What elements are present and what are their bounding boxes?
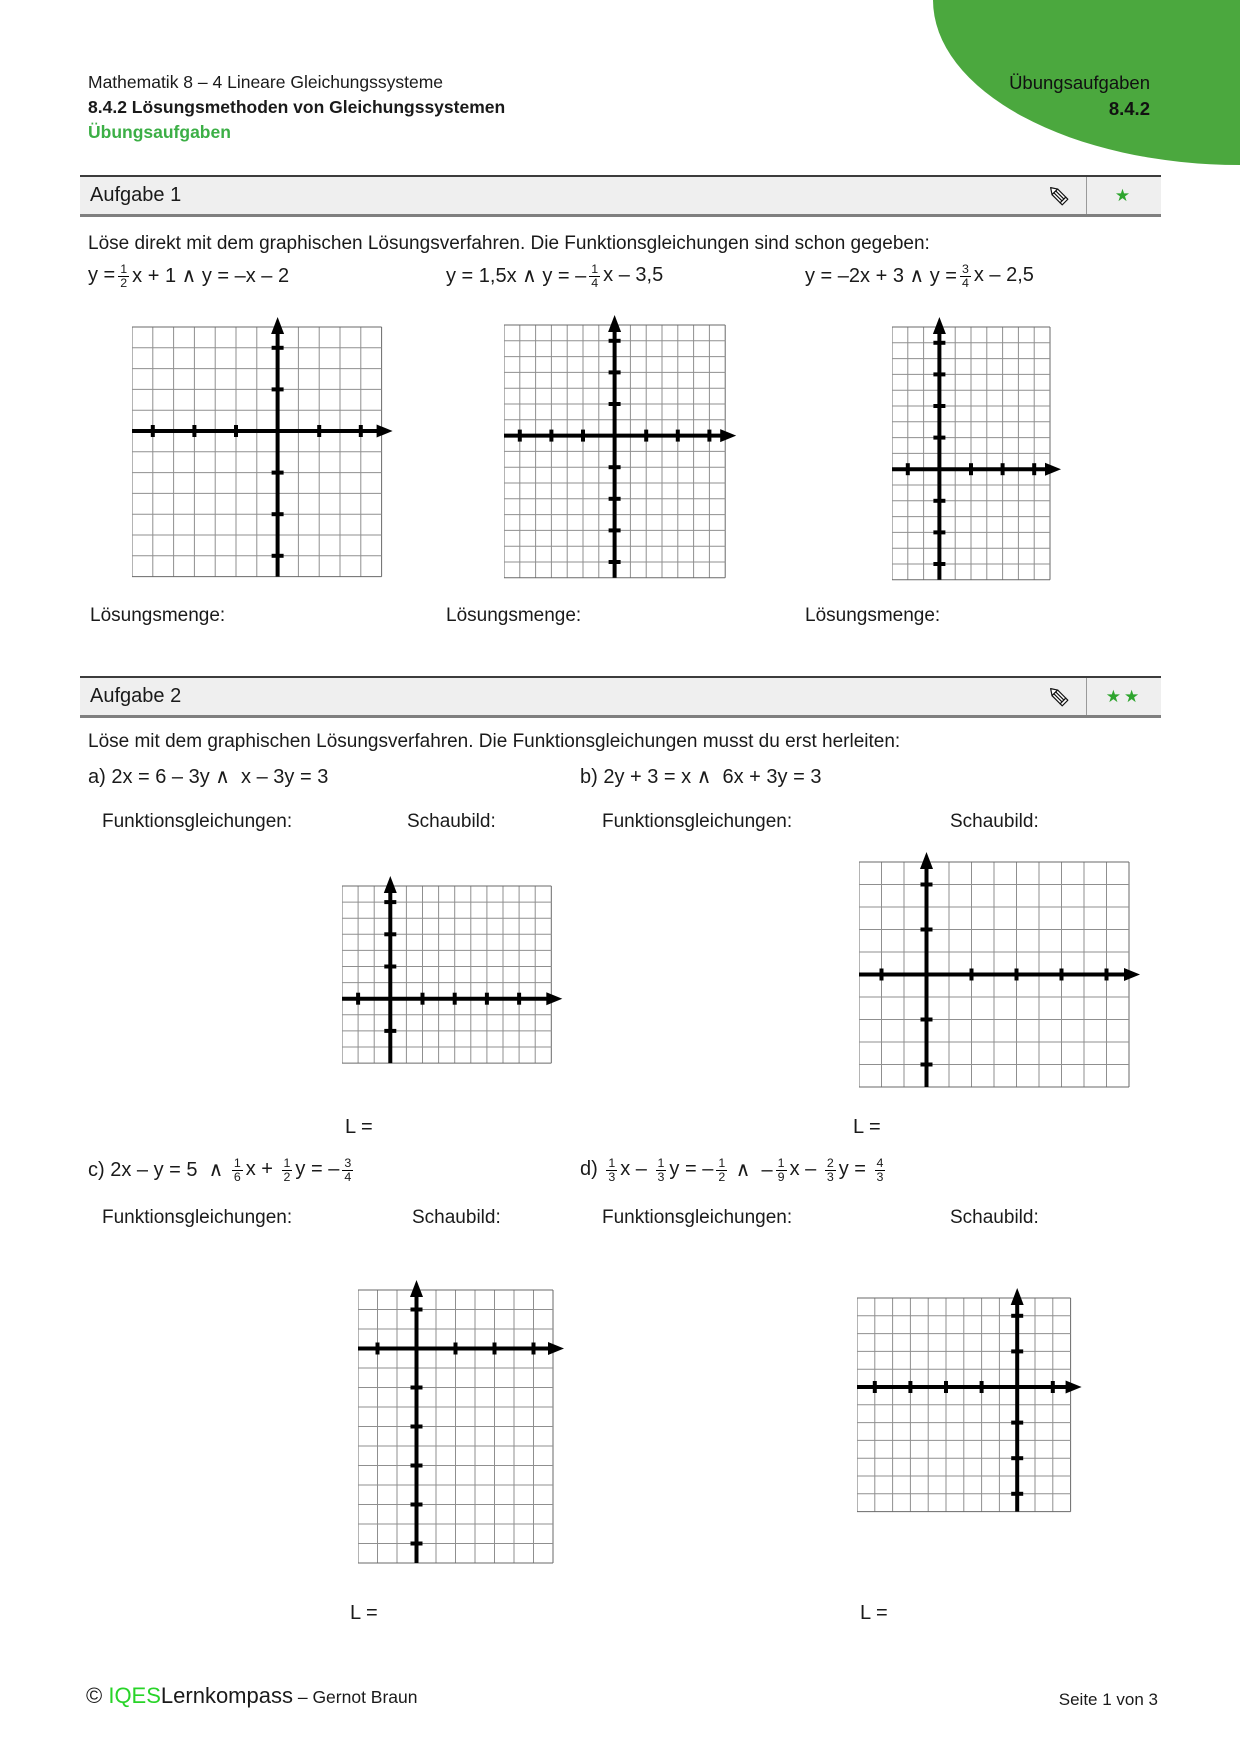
fraction: $\frac{1}{4}$ <box>591 262 599 291</box>
coordinate-grid-b <box>859 852 1141 1093</box>
lset-label-a: L = <box>345 1116 373 1138</box>
coordinate-grid-2 <box>504 315 737 584</box>
coordinate-grid-a <box>342 876 563 1069</box>
fraction: $\frac{1}{2}$ <box>718 1156 726 1185</box>
footer-iqes: IQES <box>108 1683 161 1708</box>
fraction: $\frac{4}{3}$ <box>876 1156 884 1185</box>
schaubild-label-c: Schaubild: <box>412 1207 501 1228</box>
task2-header-bar <box>80 676 1161 718</box>
task1-equation-3: y = –2x + 3 ∧ y = $\frac{3}{4}$ x – 2,5 <box>805 262 1034 291</box>
footer-lernkompass: Lernkompass <box>160 1683 293 1708</box>
badge-title: Übungsaufgaben <box>1009 72 1150 93</box>
task1-instruction: Löse direkt mit dem graphischen Lösungsverfahren. Die Funktionsgleichungen sind schon gegeben: <box>88 233 930 254</box>
funktionsgleichungen-label-d: Funktionsgleichungen: <box>602 1207 793 1228</box>
corner-badge <box>933 0 1240 165</box>
coordinate-grid-1 <box>132 317 394 583</box>
fraction: $\frac{1}{6}$ <box>233 1156 241 1185</box>
task2-item-b: b) 2y + 3 = x ∧ 6x + 3y = 3 <box>580 766 822 788</box>
fraction: $\frac{2}{3}$ <box>826 1156 834 1185</box>
task1-header-bar <box>80 175 1161 217</box>
lset-label-b: L = <box>853 1116 881 1138</box>
funktionsgleichungen-label-a: Funktionsgleichungen: <box>102 811 293 832</box>
fraction: $\frac{1}{3}$ <box>657 1156 665 1185</box>
schaubild-label-b: Schaubild: <box>950 811 1039 832</box>
task1-equation-2: y = 1,5x ∧ y = – $\frac{1}{4}$ x – 3,5 <box>446 262 664 291</box>
solution-set-label-3: Lösungsmenge: <box>805 605 941 626</box>
coordinate-grid-d <box>857 1288 1083 1518</box>
funktionsgleichungen-label-b: Funktionsgleichungen: <box>602 811 793 832</box>
funktionsgleichungen-label-c: Funktionsgleichungen: <box>102 1207 293 1228</box>
task2-item-c: c) 2x – y = 5 ∧ $\frac{1}{6}$ x + $\frac{1}{2}$ y = – $\frac{3}{4}$ <box>88 1156 352 1185</box>
fraction: $\frac{1}{2}$ <box>283 1156 291 1185</box>
solution-set-label-1: Lösungsmenge: <box>90 605 226 626</box>
pencil-icon <box>1045 682 1072 712</box>
footer-copyright <box>86 1683 418 1709</box>
task1-title: Aufgabe 1 <box>90 184 182 206</box>
lset-label-c: L = <box>350 1602 378 1624</box>
footer-page-number: Seite 1 von 3 <box>1058 1690 1158 1709</box>
task2-difficulty-stars: ★★ <box>1086 678 1161 715</box>
badge-number: 8.4.2 <box>1108 98 1150 119</box>
copyright-icon: © <box>86 1683 109 1708</box>
document-header <box>88 70 505 145</box>
task2-instruction: Löse mit dem graphischen Lösungsverfahren. Die Funktionsgleichungen musst du erst herleiten: <box>88 731 901 752</box>
footer-author: – Gernot Braun <box>292 1687 418 1707</box>
coordinate-grid-c <box>358 1280 565 1569</box>
task2-item-d: d) $\frac{1}{3}$ x – $\frac{1}{3}$ y = – $\frac{1}{2}$ ∧ – $\frac{1}{9}$ x – $\frac{2}{3}$ y = $\frac{4}{3}$ <box>580 1156 884 1185</box>
fraction: $\frac{1}{2}$ <box>120 262 128 291</box>
lset-label-d: L = <box>860 1602 888 1624</box>
solution-set-label-2: Lösungsmenge: <box>446 605 582 626</box>
header-course: Mathematik 8 – 4 Lineare Gleichungssysteme <box>88 72 444 92</box>
task2-title: Aufgabe 2 <box>90 685 182 707</box>
fraction: $\frac{1}{3}$ <box>608 1156 616 1185</box>
pencil-icon <box>1045 181 1072 211</box>
fraction: $\frac{3}{4}$ <box>961 262 969 291</box>
fraction: $\frac{3}{4}$ <box>344 1156 352 1185</box>
schaubild-label-d: Schaubild: <box>950 1207 1039 1228</box>
fraction: $\frac{1}{9}$ <box>777 1156 785 1185</box>
header-section: Übungsaufgaben <box>88 122 231 142</box>
schaubild-label-a: Schaubild: <box>407 811 496 832</box>
task2-item-a: a) 2x = 6 – 3y ∧ x – 3y = 3 <box>88 766 329 788</box>
header-chapter: 8.4.2 Lösungsmethoden von Gleichungssystemen <box>88 97 506 117</box>
coordinate-grid-3 <box>892 317 1062 586</box>
task1-equation-1: y = $\frac{1}{2}$ x + 1 ∧ y = –x – 2 <box>88 262 290 291</box>
task1-difficulty-stars: ★ <box>1086 177 1161 214</box>
